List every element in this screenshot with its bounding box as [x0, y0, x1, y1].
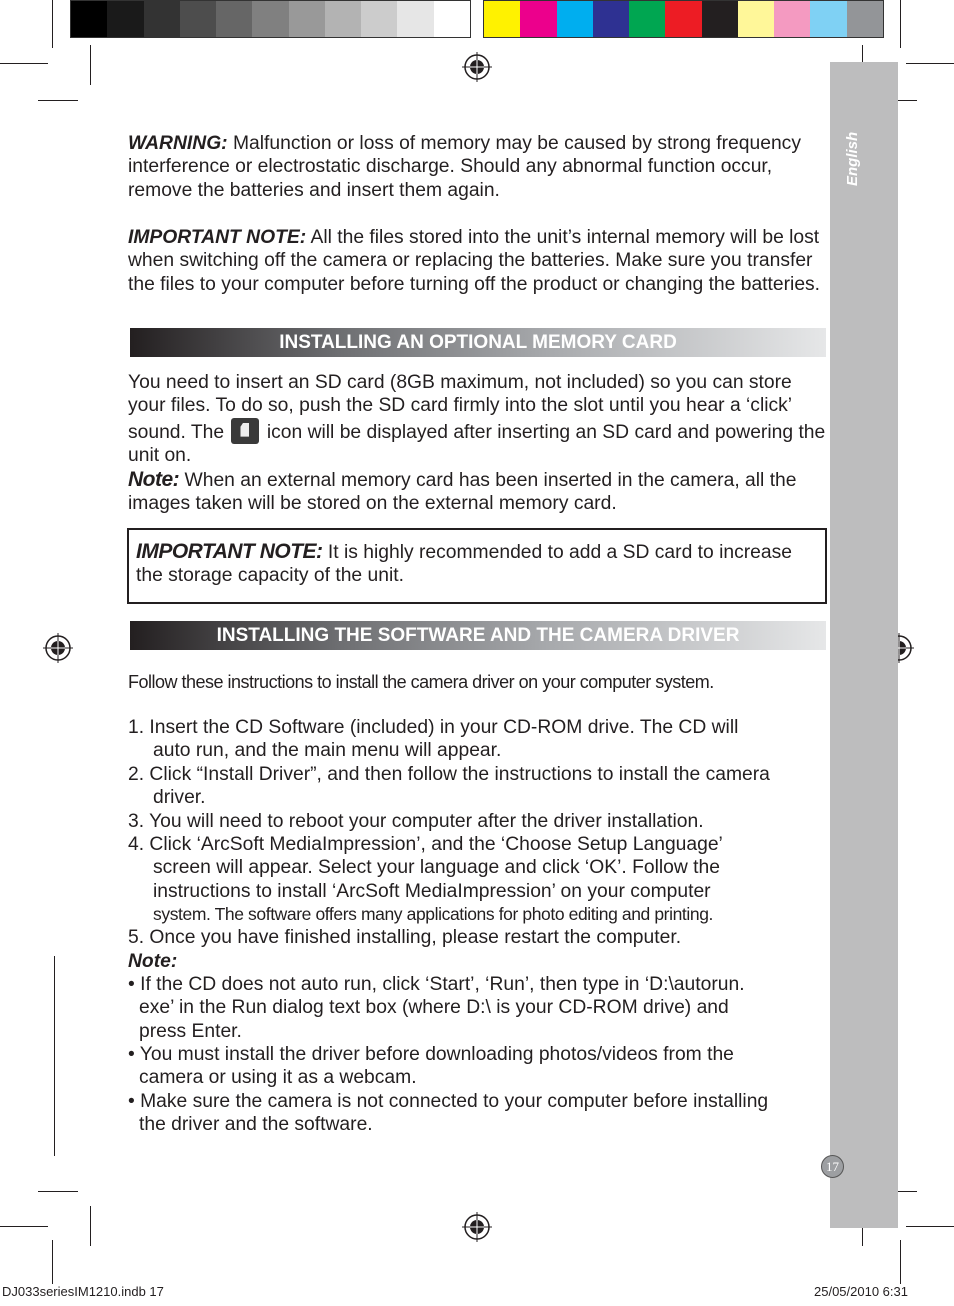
color-swatch [774, 1, 810, 37]
crop-mark [0, 63, 48, 64]
color-swatch [484, 1, 520, 37]
gray-swatch [289, 1, 325, 37]
color-swatch [593, 1, 629, 37]
sd-card-icon [231, 418, 259, 444]
footer-file-slug: DJ033seriesIM1210.indb 17 [2, 1284, 164, 1299]
warning-text: Malfunction or loss of memory may be caused by strong frequency interference or electrostatic discharge. Should any abnormal function occur, remove the batteries and insert them again. [128, 133, 801, 201]
color-swatch [520, 1, 556, 37]
software-intro: Follow these instructions to install the camera driver on your computer system. [128, 672, 714, 692]
grayscale-calibration-bar [70, 0, 471, 38]
gray-swatch [107, 1, 143, 37]
crop-mark [38, 1191, 78, 1192]
gray-swatch [397, 1, 433, 37]
memory-card-text-before-icon: You need to insert an SD card (8GB maximum, not included) so you can store your files. To do so, push the SD card firmly into the slot until you hear a ‘click’ sound. The [128, 372, 792, 443]
crop-mark [38, 100, 78, 101]
color-swatch [702, 1, 738, 37]
warning-paragraph [128, 132, 828, 202]
crop-mark [54, 956, 55, 1156]
important-note-box-label: IMPORTANT NOTE: [136, 540, 323, 563]
color-swatch [629, 1, 665, 37]
gray-swatch [180, 1, 216, 37]
crop-mark [52, 0, 53, 48]
color-swatch [810, 1, 846, 37]
crop-mark [90, 1206, 91, 1246]
gray-swatch [325, 1, 361, 37]
gray-swatch [216, 1, 252, 37]
registration-mark-icon [462, 1212, 492, 1242]
list-item: 4. Click ‘ArcSoft MediaImpression’, and the ‘Choose Setup Language’ screen will appear. Select your language and click ‘OK’. Follow the instructions to install ‘ArcSoft MediaImpression’ on your computer system. The software offers many applications for photo editing and printing. [128, 834, 723, 924]
important-note-paragraph [128, 226, 828, 296]
list-item: 3. You will need to reboot your computer after the driver installation. [128, 811, 704, 832]
memory-card-paragraph [128, 371, 828, 467]
list-item: 5. Once you have finished installing, please restart the computer. [128, 927, 682, 948]
color-calibration-bar [483, 0, 884, 38]
language-label: English [844, 131, 861, 186]
color-swatch [847, 1, 883, 37]
page-number: 17 [821, 1155, 844, 1178]
crop-mark [900, 1240, 901, 1284]
gray-swatch [252, 1, 288, 37]
crop-mark [900, 0, 901, 48]
color-swatch [665, 1, 701, 37]
color-swatch [557, 1, 593, 37]
section-header-memory-card: INSTALLING AN OPTIONAL MEMORY CARD [130, 328, 826, 357]
important-note-label: IMPORTANT NOTE: [128, 227, 307, 248]
section-header-software: INSTALLING THE SOFTWARE AND THE CAMERA DRIVER [130, 621, 826, 650]
crop-mark [52, 1240, 53, 1284]
crop-mark [90, 45, 91, 85]
list-item: 2. Click “Install Driver”, and then follow the instructions to install the camera driver. [128, 764, 770, 809]
language-side-tab [830, 62, 898, 1228]
color-swatch [738, 1, 774, 37]
crop-mark [906, 1226, 954, 1227]
warning-label: WARNING: [128, 133, 228, 154]
gray-swatch [361, 1, 397, 37]
gray-swatch [434, 1, 470, 37]
memory-card-note [128, 468, 828, 516]
list-item: • You must install the driver before downloading photos/videos from the camera or using it as a webcam. [128, 1044, 734, 1089]
crop-mark [906, 63, 954, 64]
list-item: 1. Insert the CD Software (included) in your CD-ROM drive. The CD will auto run, and the main menu will appear. [128, 717, 739, 762]
software-note-label: Note: [128, 951, 178, 972]
gray-swatch [71, 1, 107, 37]
memory-card-text-after-icon: icon will be displayed after inserting an SD card and powering the unit on. [128, 421, 826, 466]
important-note-box-text [136, 540, 820, 588]
note-label: Note: [128, 468, 180, 491]
footer-date-slug: 25/05/2010 6:31 [814, 1284, 908, 1299]
list-item: • If the CD does not auto run, click ‘Start’, ‘Run’, then type in ‘D:\autorun. exe’ in the Run dialog text box (where D:\ is your CD-ROM drive) and press Enter. [128, 974, 745, 1042]
important-note-text: All the files stored into the unit’s internal memory will be lost when switching off the camera or replacing the batteries. Make sure you transfer the files to your computer before turning off the product or changing the batteries. [128, 227, 821, 295]
important-note-box-body: It is highly recommended to add a SD card to increase the storage capacity of the unit. [136, 542, 792, 587]
registration-mark-icon [462, 52, 492, 82]
gray-swatch [144, 1, 180, 37]
note-text: When an external memory card has been inserted in the camera, all the images taken will be stored on the external memory card. [128, 470, 797, 515]
registration-mark-icon [43, 633, 73, 663]
crop-mark [0, 1226, 48, 1227]
list-item: • Make sure the camera is not connected to your computer before installing the driver and the software. [128, 1091, 769, 1136]
